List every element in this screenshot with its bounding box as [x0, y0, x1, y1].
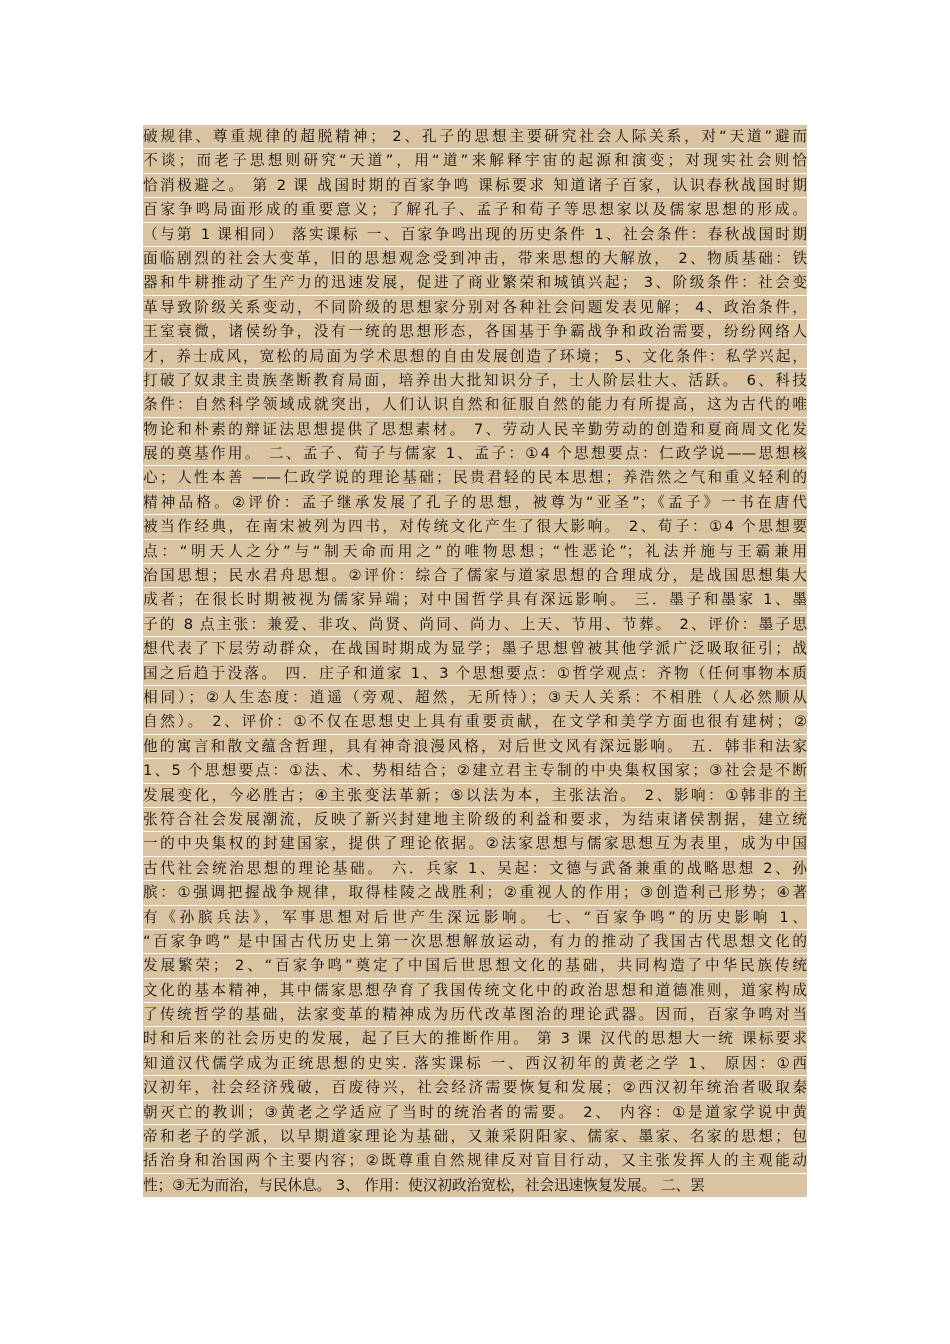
- text-line: 有《孙膑兵法》，军事思想对后世产生深远影响。 七、“百家争鸣”的历史影响 1、: [143, 906, 807, 930]
- text-line: 面临剧烈的社会大变革，旧的思想观念受到冲击，带来思想的大解放， 2、物质基础：铁: [143, 247, 807, 271]
- text-line: 被当作经典，在南宋被列为四书，对传统文化产生了很大影响。 2、荀子：①4 个思想要: [143, 515, 807, 539]
- text-line: 括治身和治国两个主要内容；②既尊重自然规律反对盲目行动，又主张发挥人的主观能动: [143, 1149, 807, 1173]
- text-line: 展的奠基作用。 二、孟子、荀子与儒家 1、孟子：①4 个思想要点：仁政学说——思想核: [143, 442, 807, 466]
- text-line: （与第 1 课相同） 落实课标 一、百家争鸣出现的历史条件 1、社会条件：春秋战国时期: [143, 223, 807, 247]
- text-line: 革导致阶级关系变动，不同阶级的思想家分别对各种社会问题发表见解； 4、政治条件，: [143, 296, 807, 320]
- text-line: 子的 8 点主张：兼爱、非攻、尚贤、尚同、尚力、上天、节用、节葬。 2、评价：墨子思: [143, 613, 807, 637]
- text-line: 条件：自然科学领域成就突出，人们认识自然和征服自然的能力有所提高，这为古代的唯: [143, 393, 807, 417]
- text-line: 自然）。 2、评价：①不仅在思想史上具有重要贡献，在文学和美学方面也很有建树；②: [143, 710, 807, 734]
- text-line: 成者；在很长时期被视为儒家异端；对中国哲学具有深远影响。 三．墨子和墨家 1、墨: [143, 588, 807, 612]
- text-line: 古代社会统治思想的理论基础。 六．兵家 1、吴起：文德与武备兼重的战略思想 2、孙: [143, 857, 807, 881]
- text-line: 知道汉代儒学成为正统思想的史实. 落实课标 一、西汉初年的黄老之学 1、 原因：①西: [143, 1052, 807, 1076]
- text-line: 不谈；而老子思想则研究“天道”，用“道”来解释宇宙的起源和演变；对现实社会则恰: [143, 149, 807, 173]
- text-line: 治国思想；民水君舟思想。②评价：综合了儒家与道家思想的合理成分，是战国思想集大: [143, 564, 807, 588]
- text-line: 朝灭亡的教训；③黄老之学适应了当时的统治者的需要。 2、 内容：①是道家学说中黄: [143, 1101, 807, 1125]
- text-line: 膑：①强调把握战争规律，取得桂陵之战胜利；②重视人的作用；③创造利己形势；④著: [143, 881, 807, 905]
- body-text: [143, 125, 807, 1198]
- text-line: 汉初年，社会经济残破，百废待兴，社会经济需要恢复和发展；②西汉初年统治者吸取秦: [143, 1076, 807, 1100]
- text-line: 一的中央集权的封建国家，提供了理论依据。②法家思想与儒家思想互为表里，成为中国: [143, 832, 807, 856]
- text-line: 发展变化，今必胜古；④主张变法革新；⑤以法为本，主张法治。 2、影响：①韩非的主: [143, 784, 807, 808]
- text-line: 1、5 个思想要点：①法、术、势相结合；②建立君主专制的中央集权国家；③社会是不断: [143, 759, 807, 783]
- text-line: 打破了奴隶主贵族垄断教育局面，培养出大批知识分子，士人阶层壮大、活跃。 6、科技: [143, 369, 807, 393]
- text-line: 时和后来的社会历史的发展，起了巨大的推断作用。 第 3 课 汉代的思想大一统 课标要求: [143, 1027, 807, 1051]
- text-line: 想代表了下层劳动群众，在战国时期成为显学；墨子思想曾被其他学派广泛吸取征引；战: [143, 637, 807, 661]
- text-line: 帝和老子的学派，以早期道家理论为基础，又兼采阴阳家、儒家、墨家、名家的思想；包: [143, 1125, 807, 1149]
- text-line: 他的寓言和散文蕴含哲理，具有神奇浪漫风格，对后世文风有深远影响。 五．韩非和法家: [143, 735, 807, 759]
- text-line: 点：“明天人之分”与“制天命而用之”的唯物思想；“性恶论”；礼法并施与王霸兼用: [143, 540, 807, 564]
- text-line: 张符合社会发展潮流，反映了新兴封建地主阶级的利益和要求，为结束诸侯割据，建立统: [143, 808, 807, 832]
- text-line: 性；③无为而治，与民休息。 3、 作用：使汉初政治宽松，社会迅速恢复发展。 二、罢: [143, 1174, 807, 1198]
- text-line: 恰消极避之。 第 2 课 战国时期的百家争鸣 课标要求 知道诸子百家，认识春秋战国时期: [143, 174, 807, 198]
- text-line: “百家争鸣” 是中国古代历史上第一次思想解放运动，有力的推动了我国古代思想文化的: [143, 930, 807, 954]
- text-line: 才，养士成风，宽松的局面为学术思想的自由发展创造了环境； 5、文化条件：私学兴起，: [143, 345, 807, 369]
- text-line: 心；人性本善 ——仁政学说的理论基础；民贵君轻的民本思想；养浩然之气和重义轻利的: [143, 466, 807, 490]
- text-line: 器和牛耕推动了生产力的迅速发展，促进了商业繁荣和城镇兴起； 3、阶级条件：社会变: [143, 271, 807, 295]
- text-line: 王室衰微，诸侯纷争，没有一统的思想形态，各国基于争霸战争和政治需要，纷纷网络人: [143, 320, 807, 344]
- text-line: 了传统哲学的基础，法家变革的精神成为历代改革图治的理论武器。因而，百家争鸣对当: [143, 1003, 807, 1027]
- text-line: 国之后趋于没落。 四．庄子和道家 1、3 个思想要点：①哲学观点：齐物（任何事物本质: [143, 662, 807, 686]
- text-line: 相同）；②人生态度：逍遥（旁观、超然，无所恃）；③天人关系：不相胜（人必然顺从: [143, 686, 807, 710]
- text-line: 物论和朴素的辩证法思想提供了思想素材。 7、劳动人民辛勤劳动的创造和夏商周文化发: [143, 418, 807, 442]
- text-line: 精神品格。②评价：孟子继承发展了孔子的思想，被尊为“亚圣”；《孟子》一书在唐代: [143, 491, 807, 515]
- text-line: 破规律、尊重规律的超脱精神； 2、孔子的思想主要研究社会人际关系，对“天道”避而: [143, 125, 807, 149]
- text-line: 百家争鸣局面形成的重要意义；了解孔子、孟子和荀子等思想家以及儒家思想的形成。: [143, 198, 807, 222]
- text-line: 文化的基本精神，其中儒家思想孕育了我国传统文化中的政治思想和道德准则，道家构成: [143, 979, 807, 1003]
- text-line: 发展繁荣； 2、“百家争鸣”奠定了中国后世思想文化的基础，共同构造了中华民族传统: [143, 954, 807, 978]
